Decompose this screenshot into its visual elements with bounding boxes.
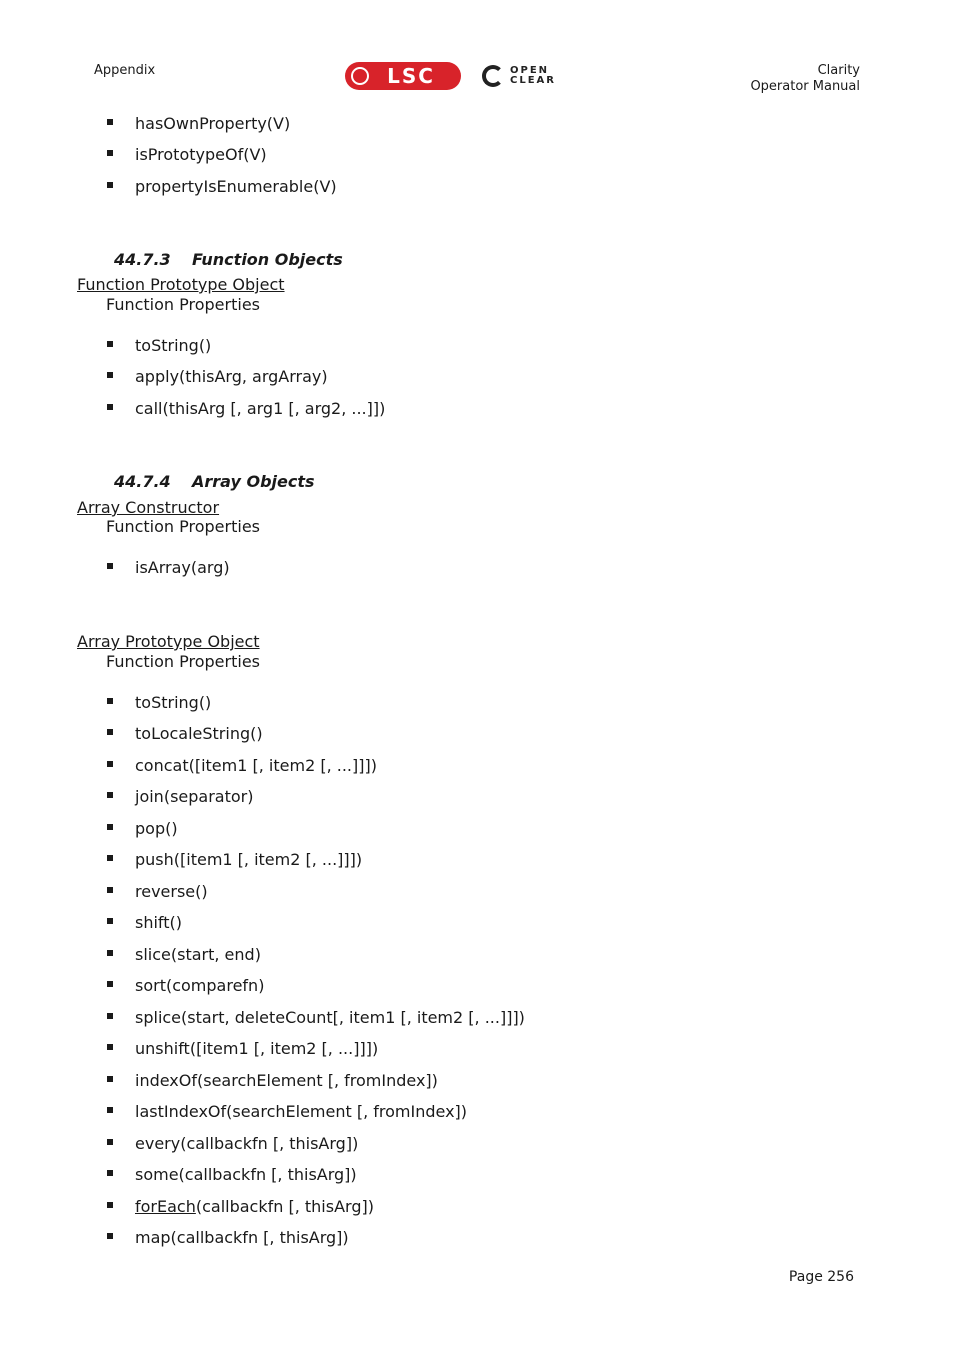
list-item: some(callbackfn [, thisArg]) — [135, 1165, 357, 1184]
section-title: Array Objects — [192, 472, 315, 491]
list-item: every(callbackfn [, thisArg]) — [135, 1134, 359, 1153]
list-item: shift() — [135, 913, 183, 932]
header-document-title — [750, 63, 860, 95]
subsection-properties-label: Function Properties — [106, 652, 260, 671]
section-heading-function-objects — [114, 250, 343, 269]
openclear-logo-line1: OPEN — [510, 65, 550, 76]
section-heading-array-objects — [114, 472, 315, 491]
subsection-properties-label: Function Properties — [106, 295, 260, 314]
lsc-logo — [345, 62, 461, 90]
section-number: 44.7.3 — [114, 250, 171, 269]
header-manual-name: Operator Manual — [750, 79, 860, 94]
foreach-link[interactable]: forEach — [135, 1197, 196, 1216]
list-item: indexOf(searchElement [, fromIndex]) — [135, 1071, 438, 1090]
header-section-label: Appendix — [94, 63, 156, 78]
subsection-properties-label: Function Properties — [106, 517, 260, 536]
lsc-logo-text: LSC — [387, 64, 435, 88]
openclear-ring-icon — [482, 65, 504, 87]
list-item: isPrototypeOf(V) — [135, 145, 267, 164]
openclear-logo-line2: CLEAR — [510, 75, 556, 86]
list-item: pop() — [135, 819, 178, 838]
openclear-logo — [482, 64, 578, 88]
list-item: propertyIsEnumerable(V) — [135, 177, 337, 196]
list-item: toString() — [135, 336, 212, 355]
list-item: isArray(arg) — [135, 558, 230, 577]
lsc-logo-pill — [345, 62, 461, 90]
list-item: unshift([item1 [, item2 [, ...]]]) — [135, 1039, 379, 1058]
lsc-logo-mark-icon — [351, 67, 369, 85]
list-item: sort(comparefn) — [135, 976, 265, 995]
subsection-link-array-prototype[interactable]: Array Prototype Object — [77, 632, 260, 651]
list-item: apply(thisArg, argArray) — [135, 367, 328, 386]
foreach-args: (callbackfn [, thisArg]) — [195, 1197, 374, 1216]
section-number: 44.7.4 — [114, 472, 171, 491]
openclear-logo-text — [510, 66, 556, 86]
list-item: toLocaleString() — [135, 724, 263, 743]
list-item: toString() — [135, 693, 212, 712]
section-title: Function Objects — [192, 250, 343, 269]
subsection-link-array-constructor[interactable]: Array Constructor — [77, 498, 220, 517]
list-item: lastIndexOf(searchElement [, fromIndex]) — [135, 1102, 468, 1121]
list-item: push([item1 [, item2 [, ...]]]) — [135, 850, 363, 869]
page-number: Page 256 — [788, 1269, 854, 1285]
list-item: splice(start, deleteCount[, item1 [, item2 [, ...]]]) — [135, 1008, 525, 1027]
list-item: map(callbackfn [, thisArg]) — [135, 1228, 349, 1247]
list-item: join(separator) — [135, 787, 254, 806]
list-item: reverse() — [135, 882, 208, 901]
list-item: call(thisArg [, arg1 [, arg2, ...]]) — [135, 399, 386, 418]
subsection-link-function-prototype[interactable]: Function Prototype Object — [77, 275, 285, 294]
list-item: concat([item1 [, item2 [, ...]]]) — [135, 756, 377, 775]
list-item-foreach — [135, 1197, 374, 1217]
list-item: slice(start, end) — [135, 945, 261, 964]
list-item: hasOwnProperty(V) — [135, 114, 291, 133]
header-product-name: Clarity — [817, 63, 860, 78]
